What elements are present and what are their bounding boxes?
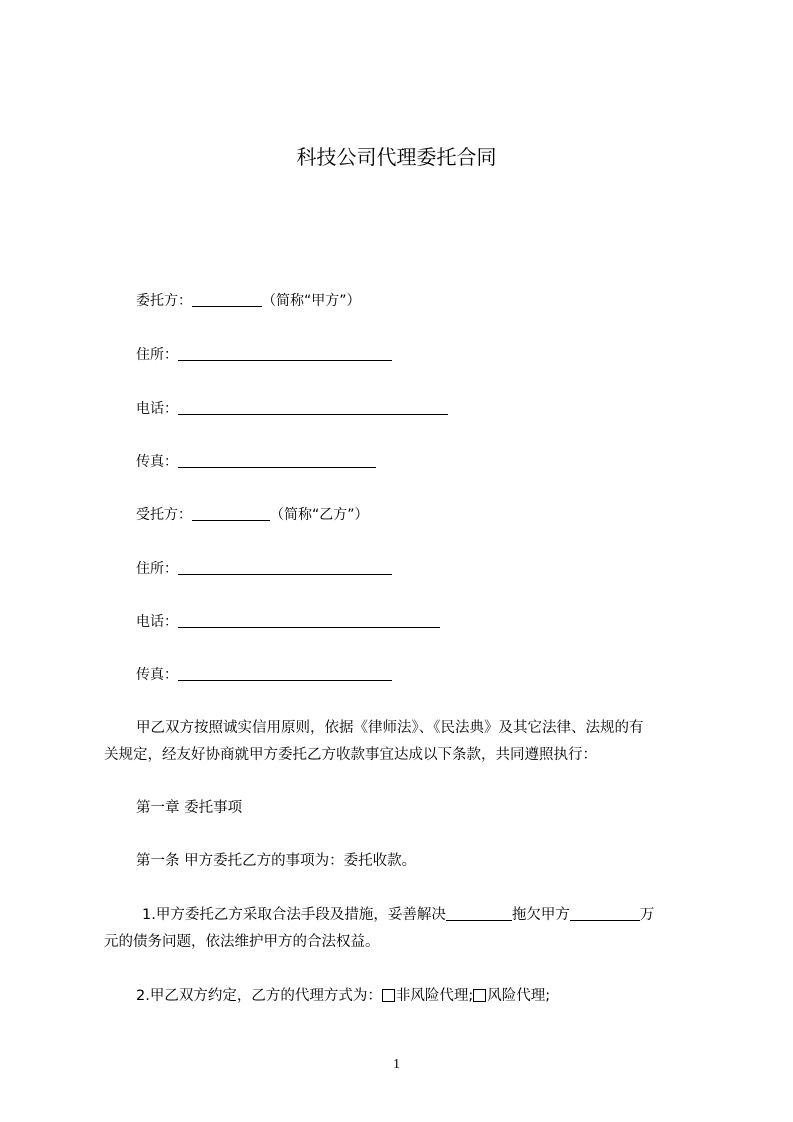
debtor-blank[interactable] xyxy=(446,906,512,921)
party-b-address-blank[interactable] xyxy=(178,560,392,575)
party-a-phone-blank[interactable] xyxy=(178,400,448,415)
amount-blank[interactable] xyxy=(570,906,640,921)
item-1-line-2: 元的债务问题，依法维护甲方的合法权益。 xyxy=(104,934,380,950)
item-2 xyxy=(136,986,550,1006)
preamble-line-2: 关规定，经友好协商就甲方委托乙方收款事宜达成以下条款，共同遵照执行： xyxy=(104,747,597,763)
page-number: 1 xyxy=(393,1057,400,1072)
party-b-address-field xyxy=(136,559,392,579)
page-title: 科技公司代理委托合同 xyxy=(296,145,497,169)
risk-checkbox[interactable] xyxy=(473,989,486,1002)
party-a-fax-field xyxy=(136,452,376,472)
item-2-text: 2.甲乙双方约定，乙方的代理方式为： xyxy=(136,988,382,1004)
party-a-fax-blank[interactable] xyxy=(178,453,376,468)
risk-label: 风险代理; xyxy=(487,988,551,1004)
agent-label: 受托方： xyxy=(136,507,192,523)
party-b-phone-field xyxy=(136,612,440,632)
party-b-fax-label: 传真： xyxy=(136,667,178,683)
article-1: 第一条 甲方委托乙方的事项为：委托收款。 xyxy=(136,853,417,869)
agent-note: （简称“乙方”） xyxy=(270,507,369,523)
party-a-phone-label: 电话： xyxy=(136,401,178,417)
principal-field xyxy=(136,291,361,311)
chapter-heading: 第一章 委托事项 xyxy=(136,800,243,816)
preamble-line-1: 甲乙双方按照诚实信用原则，依据《律师法》、《民法典》及其它法律、法规的有 xyxy=(136,720,644,736)
party-a-address-field xyxy=(136,345,392,365)
party-b-phone-blank[interactable] xyxy=(178,613,440,628)
item-1-line-1 xyxy=(142,905,654,925)
principal-note: （简称“甲方”） xyxy=(262,293,361,309)
non-risk-checkbox[interactable] xyxy=(382,989,395,1002)
party-b-phone-label: 电话： xyxy=(136,614,178,630)
party-b-fax-field xyxy=(136,665,392,685)
agent-field xyxy=(136,505,369,525)
party-b-address-label: 住所： xyxy=(136,561,178,577)
party-a-address-label: 住所： xyxy=(136,347,178,363)
principal-label: 委托方： xyxy=(136,293,192,309)
non-risk-label: 非风险代理; xyxy=(395,988,474,1004)
party-b-fax-blank[interactable] xyxy=(178,666,392,681)
party-a-phone-field xyxy=(136,399,448,419)
item-1-text-c: 万 xyxy=(639,907,655,923)
agent-name-blank[interactable] xyxy=(192,506,270,521)
principal-name-blank[interactable] xyxy=(192,292,262,307)
party-a-address-blank[interactable] xyxy=(178,346,392,361)
party-a-fax-label: 传真： xyxy=(136,454,178,470)
item-1-text-a: 1.甲方委托乙方采取合法手段及措施，妥善解决 xyxy=(142,907,446,923)
item-1-text-b: 拖欠甲方 xyxy=(511,907,570,923)
